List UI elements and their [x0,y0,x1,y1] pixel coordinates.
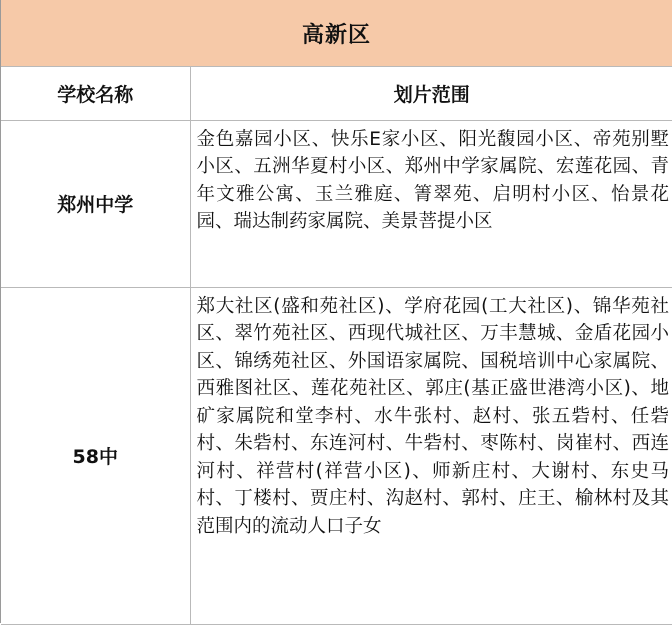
school-name-cell: 58中 [1,287,190,624]
table-row [1,287,672,624]
table-row [1,120,672,287]
school-district-table [1,67,672,625]
district-range-cell: 郑大社区(盛和苑社区)、学府花园(工大社区)、锦华苑社区、翠竹苑社区、西现代城社区、万丰慧城、金盾花园小区、锦绣苑社区、外国语家属院、国税培训中心家属院、西雅图社区、莲花苑社区、郭庄(基正盛世港湾小区)、地矿家属院和堂李村、水牛张村、赵村、张五砦村、任砦村、朱砦村、东连河村、牛砦村、枣陈村、岗崔村、西连河村、祥营村(祥营小区)、师新庄村、大谢村、东史马村、丁楼村、贾庄村、沟赵村、郭村、庄王、榆林村及其范围内的流动人口子女 [190,287,672,624]
district-range-cell: 金色嘉园小区、快乐E家小区、阳光馥园小区、帝苑别墅小区、五洲华夏村小区、郑州中学家属院、宏莲花园、青年文雅公寓、玉兰雅庭、箐翠苑、启明村小区、怡景花园、瑞达制药家属院、美景菩提小区 [190,120,672,287]
district-range-header: 划片范围 [190,67,672,120]
school-name-cell: 郑州中学 [1,120,190,287]
school-name-header: 学校名称 [1,67,190,120]
header-row [1,67,672,120]
district-title: 高新区 [1,0,672,67]
